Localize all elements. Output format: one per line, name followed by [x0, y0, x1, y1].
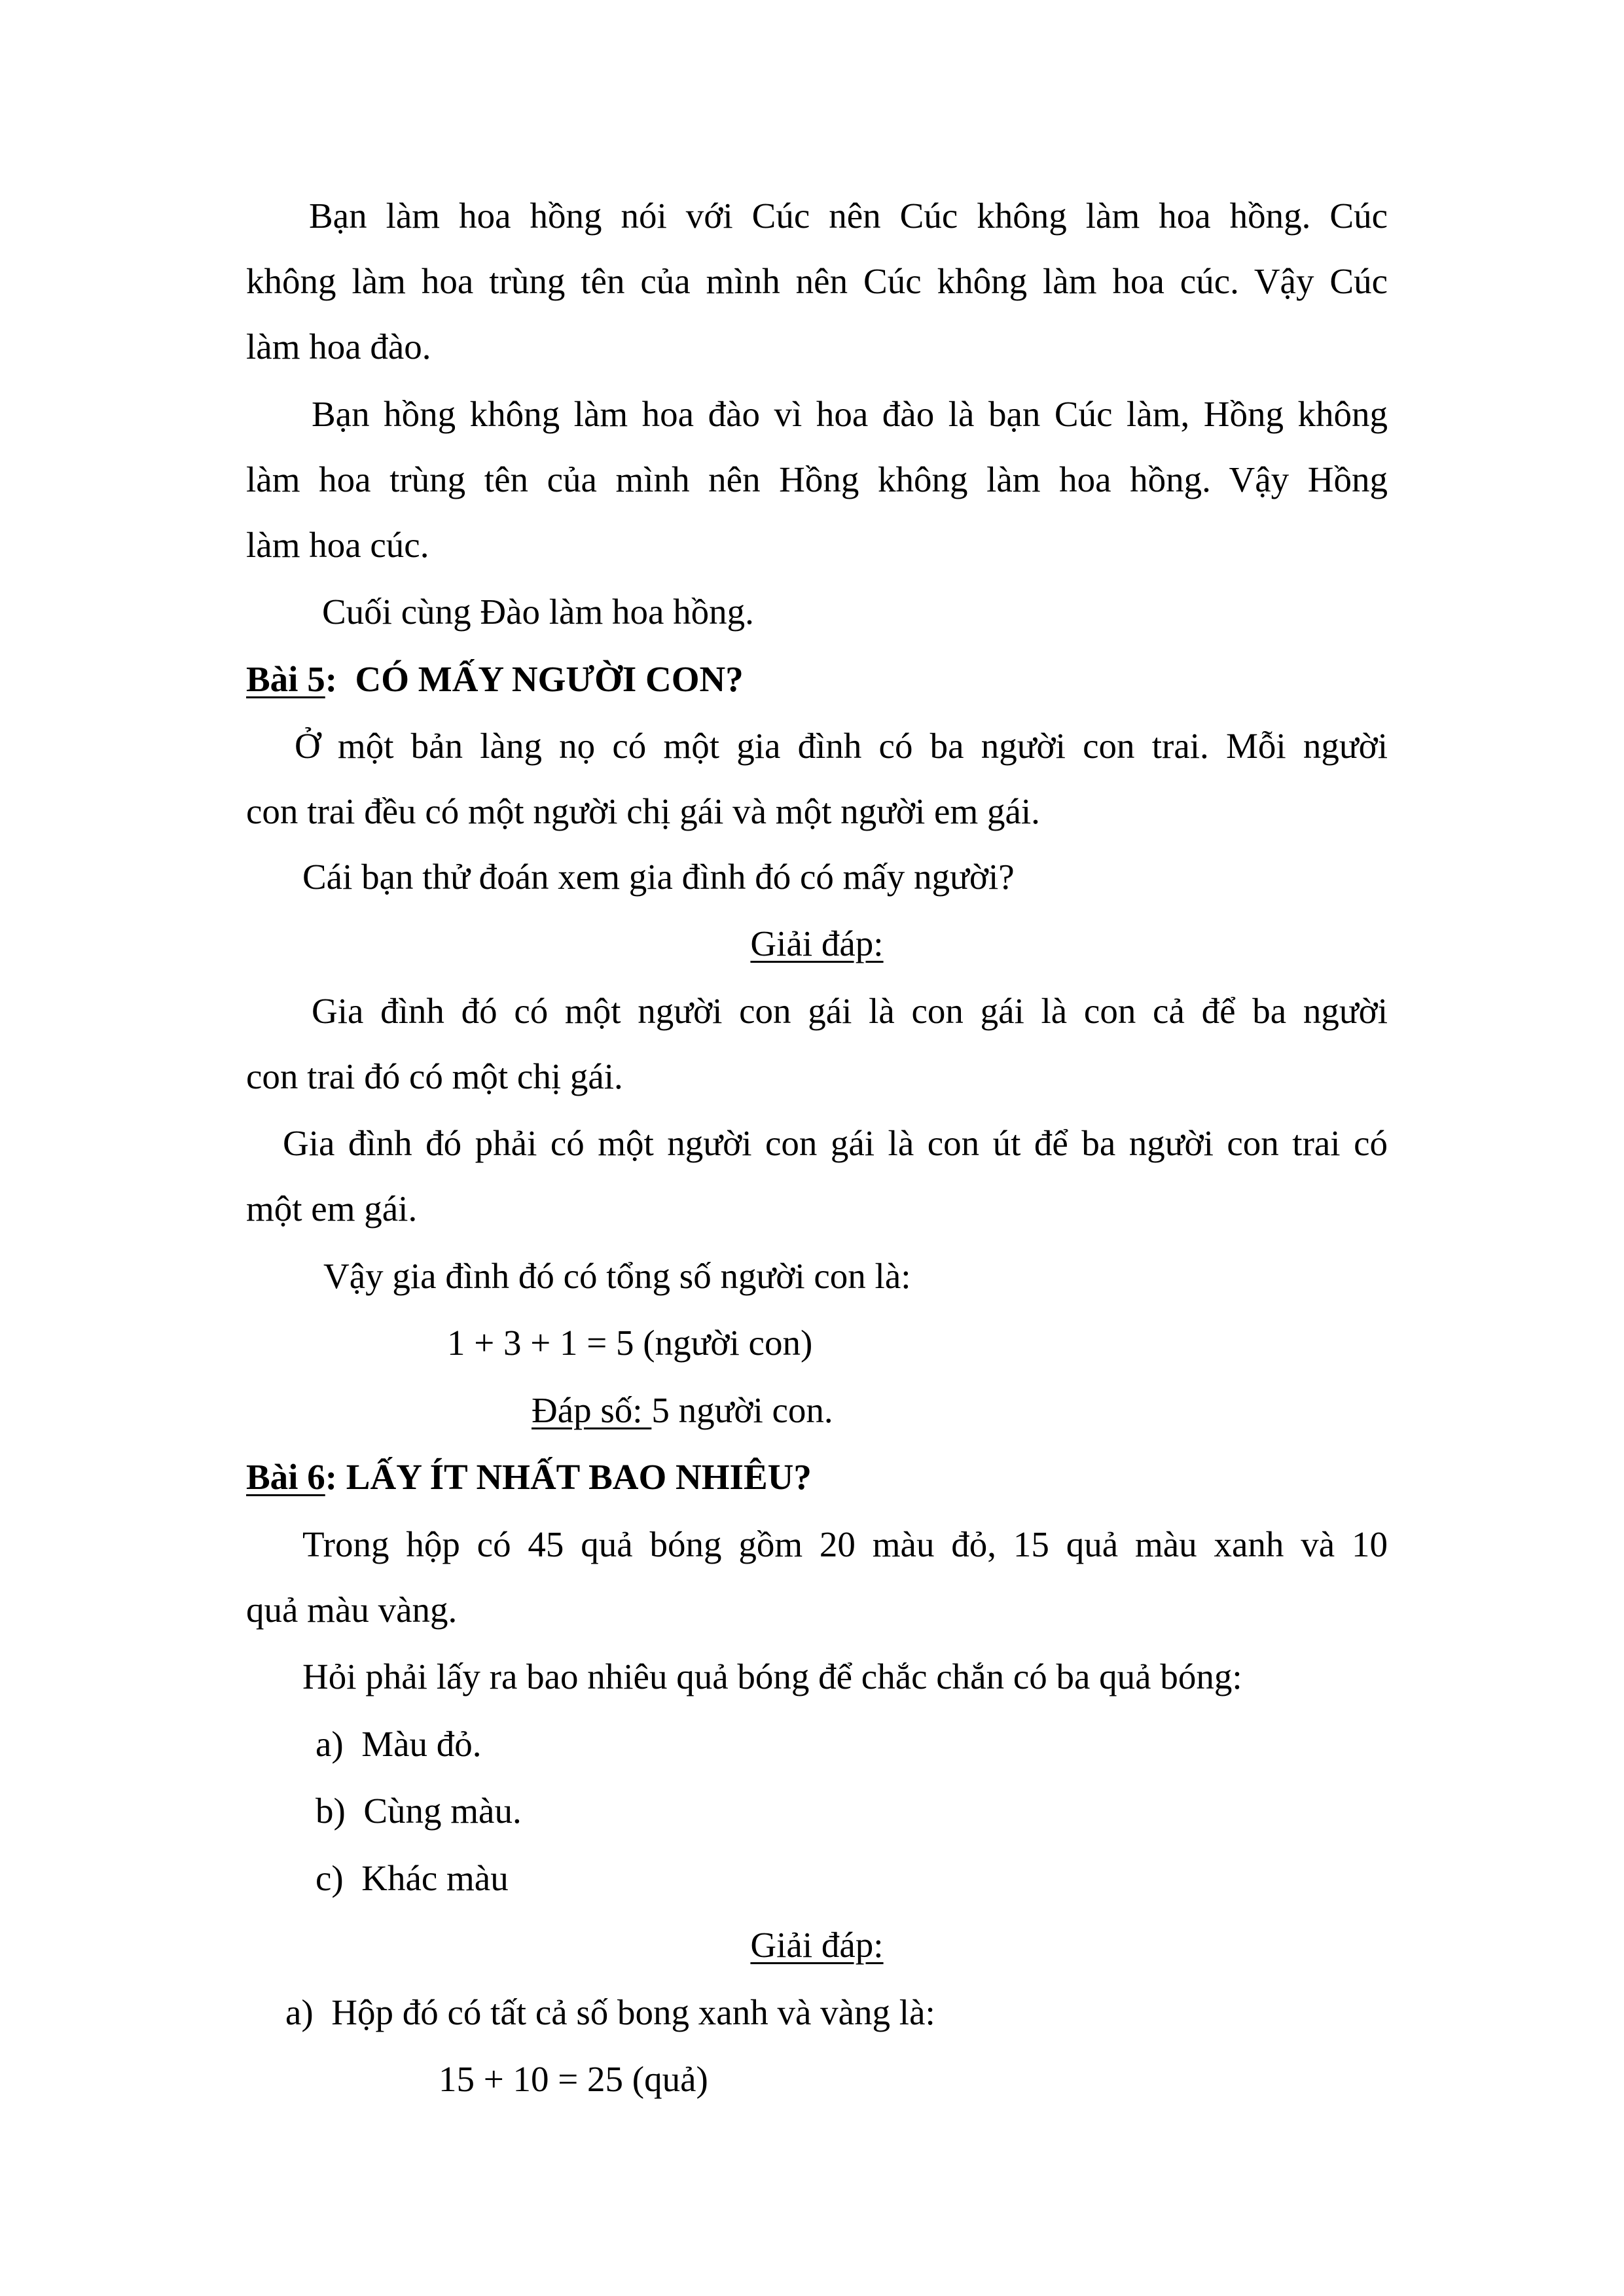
exercise-6-heading: [246, 1454, 812, 1500]
answer-line: con trai đó có một chị gái.: [246, 1056, 623, 1096]
paragraph-line: làm hoa trùng tên của mình nên Hồng không làm hoa hồng. Vậy Hồng: [246, 459, 1388, 499]
question-line: con trai đều có một người chị gái và một người em gái.: [246, 791, 1040, 831]
exercise-5-title: : CÓ MẤY NGƯỜI CON?: [325, 659, 744, 699]
answer-line: một em gái.: [246, 1189, 418, 1229]
exercise-5-label: Bài 5: [246, 659, 325, 699]
final-answer-value: 5 người con.: [651, 1390, 833, 1430]
solution-line: a) Hộp đó có tất cả số bong xanh và vàng là:: [285, 1992, 935, 2032]
paragraph-line: làm hoa đào.: [246, 327, 431, 367]
question-line: quả màu vàng.: [246, 1590, 458, 1630]
question-line: Hỏi phải lấy ra bao nhiêu quả bóng để chắc chắn có ba quả bóng:: [302, 1657, 1242, 1696]
answer-heading: [246, 921, 1388, 967]
exercise-5-heading: [246, 656, 744, 702]
calculation: 1 + 3 + 1 = 5 (người con): [447, 1323, 813, 1363]
question-line: Trong hộp có 45 quả bóng gồm 20 màu đỏ, 15 quả màu xanh và 10: [302, 1524, 1388, 1564]
paragraph-line: Bạn làm hoa hồng nói với Cúc nên Cúc không làm hoa hồng. Cúc: [309, 196, 1388, 236]
question-line: Ở một bản làng nọ có một gia đình có ba người con trai. Mỗi người: [295, 726, 1388, 766]
paragraph-line: làm hoa cúc.: [246, 525, 429, 565]
answer-heading-text: Giải đáp:: [750, 924, 884, 963]
final-answer-label: Đáp số:: [532, 1390, 652, 1430]
question-line: Cái bạn thử đoán xem gia đình đó có mấy người?: [302, 857, 1015, 897]
answer-line: Vậy gia đình đó có tổng số người con là:: [323, 1256, 911, 1296]
exercise-6-title: : LẤY ÍT NHẤT BAO NHIÊU?: [325, 1457, 812, 1497]
answer-line: Gia đình đó có một người con gái là con gái là con cả để ba người: [312, 991, 1388, 1031]
exercise-6-label: Bài 6: [246, 1457, 325, 1497]
answer-heading: [246, 1922, 1388, 1968]
paragraph-line: Bạn hồng không làm hoa đào vì hoa đào là bạn Cúc làm, Hồng không: [312, 394, 1388, 434]
answer-line: Gia đình đó phải có một người con gái là con út để ba người con trai có: [283, 1123, 1388, 1163]
option-c: c) Khác màu: [316, 1858, 509, 1898]
paragraph-line: Cuối cùng Đào làm hoa hồng.: [322, 592, 754, 632]
paragraph-line: không làm hoa trùng tên của mình nên Cúc không làm hoa cúc. Vậy Cúc: [246, 261, 1388, 301]
answer-heading-text: Giải đáp:: [750, 1925, 884, 1965]
option-b: b) Cùng màu.: [316, 1791, 522, 1831]
final-answer: [532, 1388, 833, 1433]
calculation: 15 + 10 = 25 (quả): [439, 2059, 708, 2099]
option-a: a) Màu đỏ.: [316, 1724, 482, 1764]
